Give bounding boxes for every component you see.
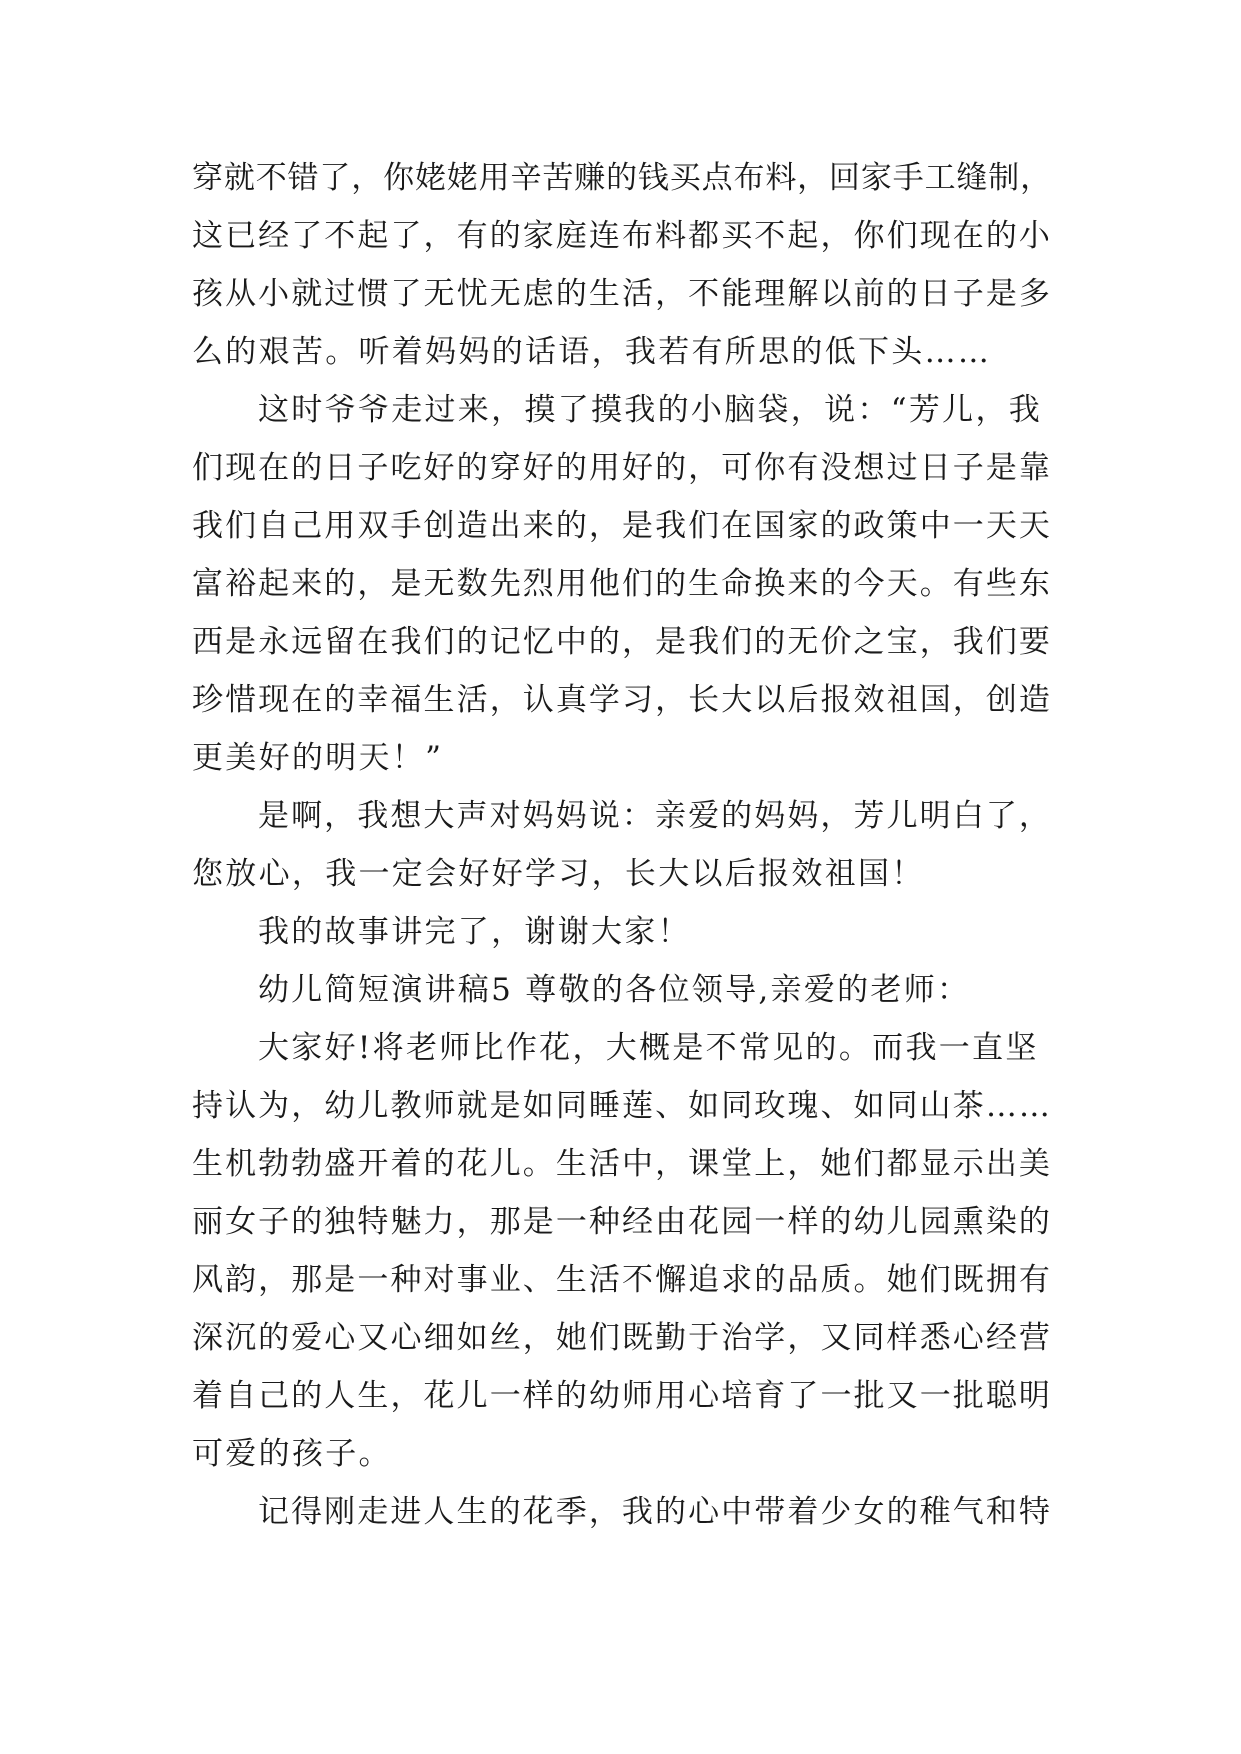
text-line: 穿就不错了，你姥姥用辛苦赚的钱买点布料，回家手工缝制， [192, 160, 1052, 196]
text-line: 更美好的明天！” [192, 740, 444, 776]
text-line: 可爱的孩子。 [192, 1436, 392, 1472]
text-line: 珍惜现在的幸福生活，认真学习，长大以后报效祖国，创造 [192, 682, 1053, 718]
text-line: 持认为，幼儿教师就是如同睡莲、如同玫瑰、如同山茶…… [192, 1088, 1052, 1124]
text-line: 富裕起来的，是无数先烈用他们的生命换来的今天。有些东 [192, 566, 1053, 602]
section-heading-line: 幼儿简短演讲稿5 尊敬的各位领导,亲爱的老师： [258, 972, 971, 1008]
text-line: 么的艰苦。听着妈妈的话语，我若有所思的低下头…… [192, 334, 992, 370]
text-line: 西是永远留在我们的记忆中的，是我们的无价之宝，我们要 [192, 624, 1053, 660]
paragraph-first-line: 大家好!将老师比作花，大概是不常见的。而我一直坚 [258, 1030, 1039, 1066]
text-line: 着自己的人生，花儿一样的幼师用心培育了一批又一批聪明 [192, 1378, 1053, 1414]
paragraph-first-line: 这时爷爷走过来，摸了摸我的小脑袋，说：“芳儿，我 [258, 392, 1043, 428]
text-line: 这已经了不起了，有的家庭连布料都买不起，你们现在的小 [192, 218, 1053, 254]
text-line: 生机勃勃盛开着的花儿。生活中，课堂上，她们都显示出美 [192, 1146, 1053, 1182]
paragraph-first-line: 我的故事讲完了，谢谢大家！ [258, 914, 691, 950]
paragraph-first-line: 是啊，我想大声对妈妈说：亲爱的妈妈，芳儿明白了， [258, 798, 1052, 834]
text-line: 我们自己用双手创造出来的，是我们在国家的政策中一天天 [192, 508, 1053, 544]
text-line: 您放心，我一定会好好学习，长大以后报效祖国！ [192, 856, 925, 892]
paragraph-first-line: 记得刚走进人生的花季，我的心中带着少女的稚气和特 [258, 1494, 1052, 1530]
text-line: 丽女子的独特魅力，那是一种经由花园一样的幼儿园熏染的 [192, 1204, 1053, 1240]
text-line: 孩从小就过惯了无忧无虑的生活，不能理解以前的日子是多 [192, 276, 1053, 312]
text-line: 风韵，那是一种对事业、生活不懈追求的品质。她们既拥有 [192, 1262, 1053, 1298]
text-line: 们现在的日子吃好的穿好的用好的，可你有没想过日子是靠 [192, 450, 1053, 486]
text-line: 深沉的爱心又心细如丝，她们既勤于治学，又同样悉心经营 [192, 1320, 1053, 1356]
